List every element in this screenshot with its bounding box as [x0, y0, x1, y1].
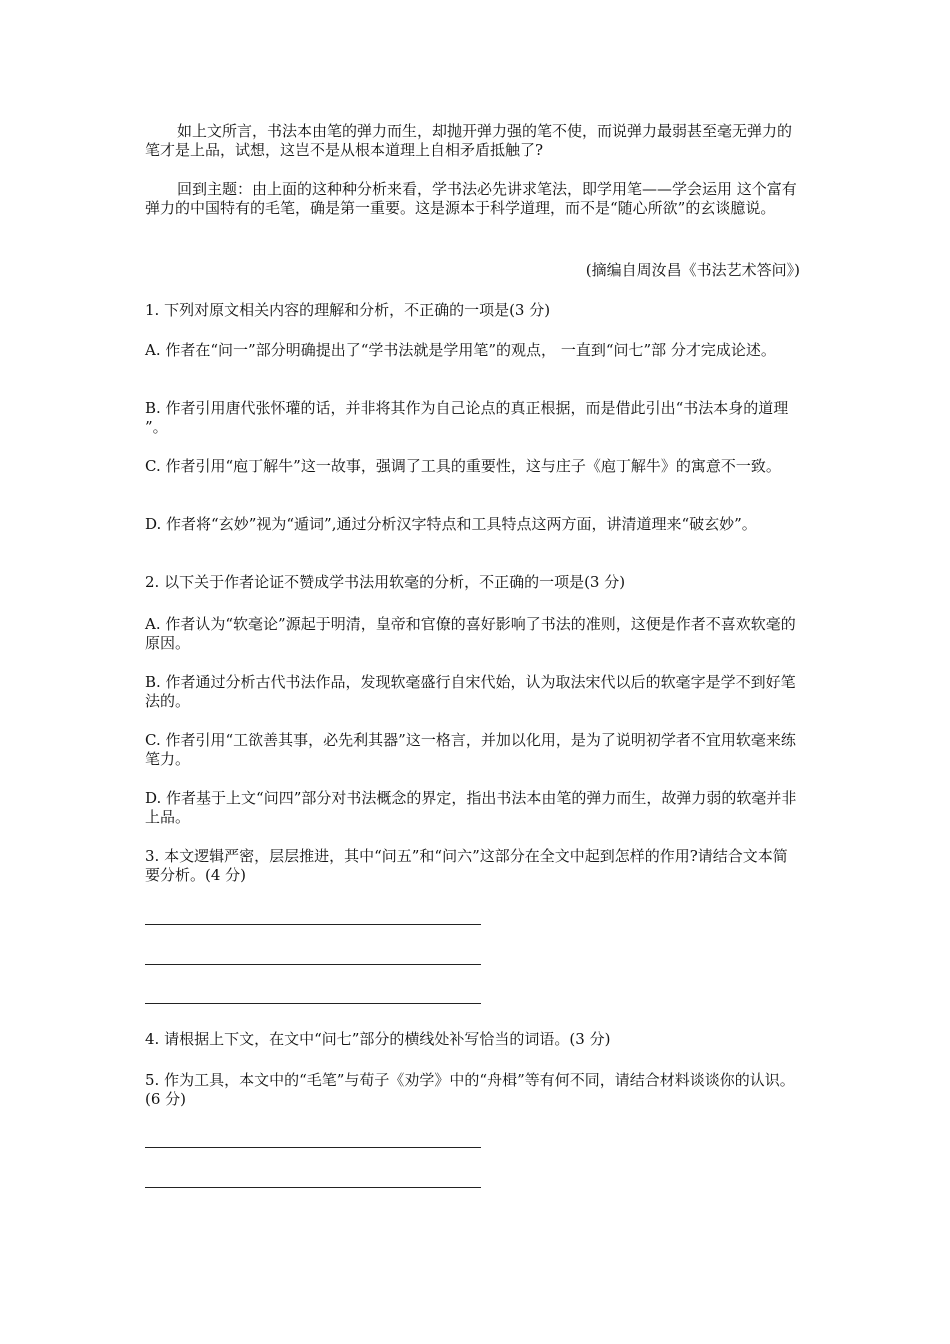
question-2-option-d: D. 作者基于上文“问四”部分对书法概念的界定，指出书法本由笔的弹力而生，故弹力弱的软毫并非上品。 — [145, 789, 797, 826]
answer-line — [145, 924, 481, 925]
passage-source: (摘编自周汝昌《书法艺术答问》) — [585, 261, 800, 279]
question-1-option-a: A. 作者在“问一”部分明确提出了“学书法就是学用笔”的观点， 一直到“问七”部 分才完成论述。 — [145, 341, 776, 359]
answer-line — [145, 1187, 481, 1188]
question-1-option-b: B. 作者引用唐代张怀瓘的话，并非将其作为自己论点的真正根据，而是借此引出“书法本身的道理 ”。 — [145, 399, 789, 436]
question-1-option-d: D. 作者将“玄妙”视为“遁词”,通过分析汉字特点和工具特点这两方面，讲清道理来“破玄妙”。 — [145, 515, 757, 533]
question-2-option-c: C. 作者引用“工欲善其事，必先利其器”这一格言，并加以化用，是为了说明初学者不宜用软毫来练笔力。 — [145, 731, 796, 768]
answer-line — [145, 1003, 481, 1004]
question-1-option-c: C. 作者引用“庖丁解牛”这一故事，强调了工具的重要性，这与庄子《庖丁解牛》的寓意不一致。 — [145, 457, 781, 475]
answer-line — [145, 964, 481, 965]
question-1-stem: 1. 下列对原文相关内容的理解和分析，不正确的一项是(3 分) — [145, 301, 551, 319]
passage-paragraph-1: 如上文所言，书法本由笔的弹力而生，却抛开弹力强的笔不使，而说弹力最弱甚至毫无弹力的笔才是上品，试想，这岂不是从根本道理上自相矛盾抵触了? — [145, 122, 793, 159]
question-2-option-b: B. 作者通过分析古代书法作品，发现软毫盛行自宋代始，认为取法宋代以后的软毫字是学不到好笔法的。 — [145, 673, 796, 710]
question-4-stem: 4. 请根据上下文，在文中“问七”部分的横线处补写恰当的词语。(3 分) — [145, 1030, 611, 1048]
answer-line — [145, 1147, 481, 1148]
question-2-option-a: A. 作者认为“软毫论”源起于明清，皇帝和官僚的喜好影响了书法的准则，这便是作者不喜欢软毫的原因。 — [145, 615, 796, 652]
question-5-stem: 5. 作为工具，本文中的“毛笔”与荀子《劝学》中的“舟楫”等有何不同，请结合材料谈谈你的认识。(6 分) — [145, 1071, 795, 1108]
question-3-stem: 3. 本文逻辑严密，层层推进，其中“问五”和“问六”这部分在全文中起到怎样的作用?请结合文本简要分析。(4 分) — [145, 847, 788, 884]
question-2-stem: 2. 以下关于作者论证不赞成学书法用软毫的分析，不正确的一项是(3 分) — [145, 573, 626, 591]
passage-paragraph-2: 回到主题：由上面的这种种分析来看，学书法必先讲求笔法，即学用笔——学会运用 这个富有弹力的中国特有的毛笔，确是第一重要。这是源本于科学道理，而不是“随心所欲”的玄谈臆说。 — [145, 180, 797, 217]
